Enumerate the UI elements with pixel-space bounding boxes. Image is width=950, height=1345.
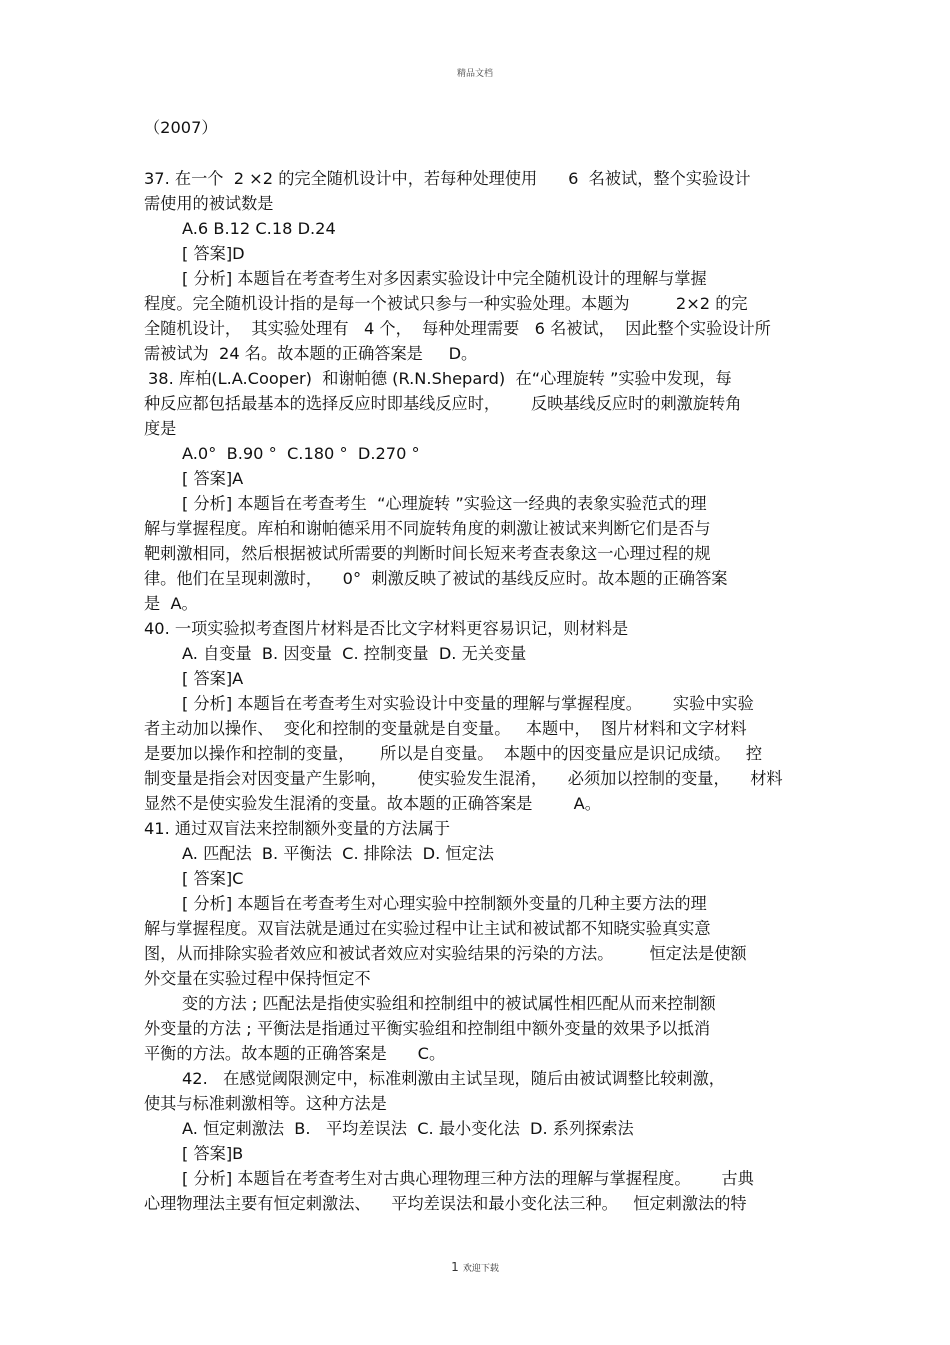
answer-38: [ 答案]A — [182, 469, 244, 488]
analysis-38-line: 解与掌握程度。库柏和谢帕德采用不同旋转角度的刺激让被试来判断它们是否与 — [144, 519, 711, 538]
question-37: 37. 在一个 2 ×2 的完全随机设计中，若每种处理使用 6 名被试，整个实验设计 — [144, 169, 751, 188]
analysis-41-line: 平衡的方法。故本题的正确答案是 C。 — [144, 1044, 446, 1063]
answer-40: [ 答案]A — [182, 669, 244, 688]
year-line: （2007） — [144, 118, 218, 137]
question-38-cont: 种反应都包括最基本的选择反应时即基线反应时， 反映基线反应时的刺激旋转角 — [144, 394, 742, 413]
analysis-37-line: 程度。完全随机设计指的是每一个被试只参与一种实验处理。本题为 2×2 的完 — [144, 294, 748, 313]
question-38-cont: 度是 — [144, 419, 177, 438]
page-footer — [0, 1260, 950, 1274]
answer-42: [ 答案]B — [182, 1144, 244, 1163]
page-header: 精品文档 — [456, 69, 493, 79]
analysis-38-line: 是 A。 — [144, 594, 198, 613]
analysis-41: [ 分析] 本题旨在考查考生对心理实验中控制额外变量的几种主要方法的理 — [182, 894, 707, 913]
analysis-38-line: 律。他们在呈现刺激时， 0° 刺激反映了被试的基线反应时。故本题的正确答案 — [144, 569, 728, 588]
question-42: 42. 在感觉阈限测定中，标准刺激由主试呈现，随后由被试调整比较刺激， — [182, 1069, 725, 1088]
footer-label: 欢迎下载 — [462, 1264, 499, 1274]
answer-41: [ 答案]C — [182, 869, 244, 888]
question-40: 40. 一项实验拟考查图片材料是否比文字材料更容易识记，则材料是 — [144, 619, 629, 638]
analysis-40-line: 显然不是使实验发生混淆的变量。故本题的正确答案是 A。 — [144, 794, 601, 813]
options-40: A. 自变量 B. 因变量 C. 控制变量 D. 无关变量 — [182, 644, 527, 663]
analysis-41-line: 外交量在实验过程中保持恒定不 — [144, 969, 371, 988]
analysis-37-line: 需被试为 24 名。故本题的正确答案是 D。 — [144, 344, 478, 363]
question-38: 38. 库柏(L.A.Cooper) 和谢帕德 (R.N.Shepard) 在“心理旋转 ”实验中发现，每 — [148, 369, 732, 388]
question-41: 41. 通过双盲法来控制额外变量的方法属于 — [144, 819, 451, 838]
options-41: A. 匹配法 B. 平衡法 C. 排除法 D. 恒定法 — [182, 844, 494, 863]
analysis-40: [ 分析] 本题旨在考查考生对实验设计中变量的理解与掌握程度。 实验中实验 — [182, 694, 754, 713]
analysis-38-line: 靶刺激相同，然后根据被试所需要的判断时间长短来考查表象这一心理过程的规 — [144, 544, 711, 563]
analysis-41-line: 图，从而排除实验者效应和被试者效应对实验结果的污染的方法。 恒定法是使额 — [144, 944, 747, 963]
options-42: A. 恒定刺激法 B. 平均差误法 C. 最小变化法 D. 系列探索法 — [182, 1119, 634, 1138]
analysis-38: [ 分析] 本题旨在考查考生 “心理旋转 ”实验这一经典的表象实验范式的理 — [182, 494, 707, 513]
analysis-40-line: 是要加以操作和控制的变量， 所以是自变量。 本题中的因变量应是识记成绩。 控 — [144, 744, 763, 763]
analysis-42-line: 心理物理法主要有恒定刺激法、 平均差误法和最小变化法三种。 恒定刺激法的特 — [144, 1194, 747, 1213]
question-42-cont: 使其与标准刺激相等。这种方法是 — [144, 1094, 387, 1113]
page-number: 1 — [451, 1260, 459, 1274]
options-38: A.0° B.90 ° C.180 ° D.270 ° — [182, 444, 420, 463]
analysis-41-line: 外变量的方法 ; 平衡法是指通过平衡实验组和控制组中额外变量的效果予以抵消 — [144, 1019, 711, 1038]
question-37-cont: 需使用的被试数是 — [144, 194, 274, 213]
analysis-37: [ 分析] 本题旨在考查考生对多因素实验设计中完全随机设计的理解与掌握 — [182, 269, 707, 288]
analysis-42: [ 分析] 本题旨在考查考生对古典心理物理三种方法的理解与掌握程度。 古典 — [182, 1169, 754, 1188]
analysis-41-line: 解与掌握程度。双盲法就是通过在实验过程中让主试和被试都不知晓实验真实意 — [144, 919, 711, 938]
analysis-40-line: 制变量是指会对因变量产生影响， 使实验发生混淆， 必须加以控制的变量， 材料 — [144, 769, 783, 788]
analysis-37-line: 全随机设计， 其实验处理有 4 个， 每种处理需要 6 名被试， 因此整个实验设计所 — [144, 319, 771, 338]
answer-37: [ 答案]D — [182, 244, 245, 263]
options-37: A.6 B.12 C.18 D.24 — [182, 219, 336, 238]
analysis-40-line: 者主动加以操作、 变化和控制的变量就是自变量。 本题中， 图片材料和文字材料 — [144, 719, 747, 738]
analysis-41-line: 变的方法 ; 匹配法是指使实验组和控制组中的被试属性相匹配从而来控制额 — [182, 994, 716, 1013]
